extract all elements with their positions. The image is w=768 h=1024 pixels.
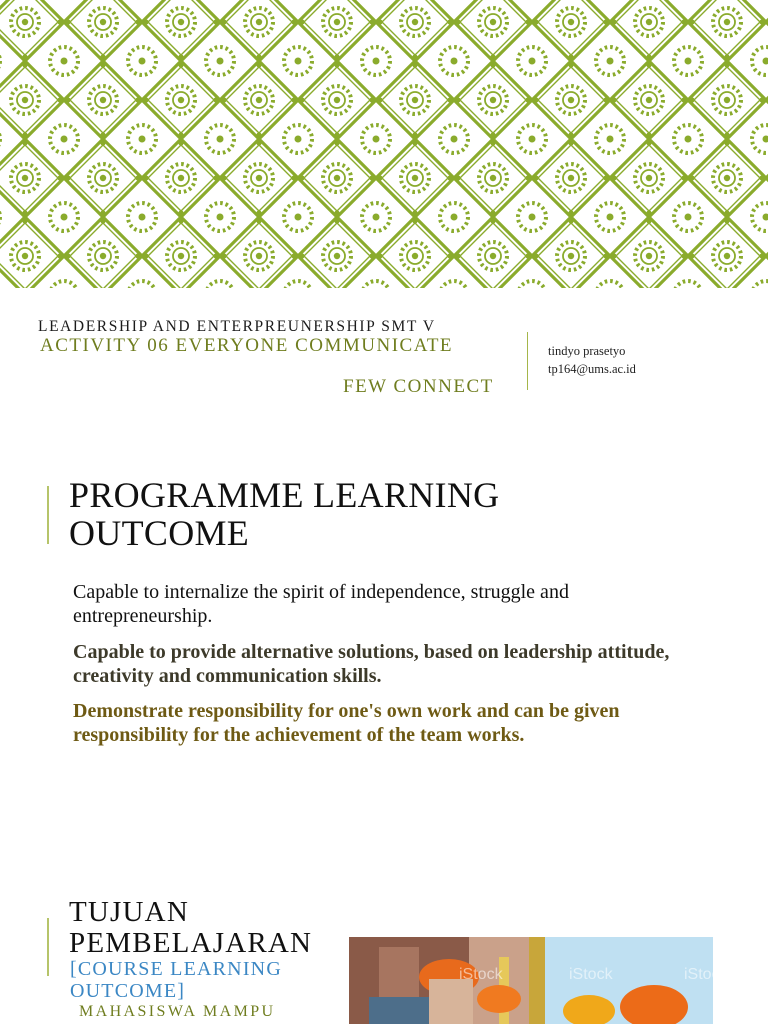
author-email: tp164@ums.ac.id — [548, 362, 636, 376]
author-block — [548, 342, 636, 378]
plo-title: PROGRAMME LEARNING OUTCOME — [69, 475, 500, 553]
photo-watermark: iStock — [569, 966, 613, 983]
mahasiswa-mampu-label: MAHASISWA MAMPU — [79, 1003, 276, 1020]
photo-watermark: iStock — [684, 966, 728, 983]
plo-accent-bar — [47, 486, 49, 544]
course-learning-outcome-label: [COURSE LEARNING OUTCOME] — [70, 958, 282, 1002]
author-name: tindyo prasetyo — [548, 344, 626, 358]
photo-watermark: iStock — [459, 966, 503, 983]
construction-workers-photo — [349, 937, 728, 1024]
plo-item-2: Capable to provide alternative solutions, based on leadership attitude, creativity and communication skills. — [73, 641, 670, 687]
tujuan-accent-bar — [47, 918, 49, 976]
plo-item-1: Capable to internalize the spirit of independence, struggle and entrepreneurship. — [73, 581, 569, 627]
header-divider — [527, 332, 528, 390]
tujuan-title: TUJUAN PEMBELAJARAN — [69, 896, 313, 959]
slide-header — [0, 290, 768, 420]
decorative-pattern-banner — [0, 0, 768, 288]
activity-title: ACTIVITY 06 EVERYONE COMMUNICATE — [40, 335, 454, 356]
plo-item-3: Demonstrate responsibility for one's own work and can be given responsibility for the achievement of the team works. — [73, 700, 620, 746]
activity-subtitle: FEW CONNECT — [343, 376, 494, 397]
course-title: LEADERSHIP AND ENTERPREUNERSHIP SMT V — [38, 318, 436, 335]
